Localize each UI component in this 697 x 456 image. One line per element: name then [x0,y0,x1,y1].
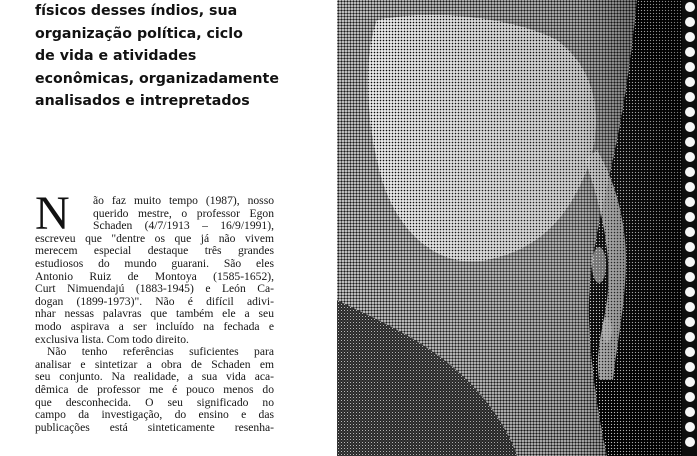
article-line: ão faz muito tempo (1987), nosso [93,194,274,207]
pull-quote-line: físicos desses índios, sua [35,3,238,19]
sprocket-hole [685,302,695,312]
sprocket-hole [685,107,695,117]
sprocket-hole [685,17,695,27]
sprocket-hole [685,437,695,447]
article-line: modo aspirava a ser incluído na fechada e [35,319,274,333]
article-line: dêmica de professor me é pouco menos do [35,382,274,396]
sprocket-hole [685,2,695,12]
article-line: Curt Nimuendajú (1883-1945) e León Ca- [35,282,274,296]
article-line: campo da investigação, do ensino e das [35,408,274,422]
article-line: Antonio Ruiz de Montoya (1585-1652), [35,269,274,283]
sprocket-hole [685,47,695,57]
pull-quote-line: econômicas, organizadamente [35,70,279,87]
sprocket-hole [685,137,695,147]
halftone-portrait-photo [337,0,686,456]
sprocket-hole [685,77,695,87]
sprocket-hole [685,242,695,252]
article-line: dogan (1899-1973)". Não é difícil adivi- [35,294,274,308]
sprocket-hole [685,92,695,102]
article-body [35,187,274,434]
sprocket-hole [685,377,695,387]
sprocket-hole [685,197,695,207]
sprocket-hole [685,347,695,357]
drop-cap: N [35,187,70,240]
pull-quote-line: organização política, ciclo [35,25,243,42]
article-line: escreveu que "dentre os que já não vivem [35,231,274,245]
sprocket-hole [685,152,695,162]
pull-quote-line: analisados e intrepretados [35,93,250,110]
article-line: Não tenho referências suficientes para [47,345,274,359]
article-line: nhar nessas palavras que também ele a seu [35,307,274,321]
article-line: Schaden (4/7/1913 – 16/9/1991), [93,219,274,233]
article-line: querido mestre, o professor Egon [93,206,274,220]
article-line: analisar e sintetizar a obra de Schaden em [35,357,274,371]
film-sprocket-strip [682,0,697,456]
sprocket-hole [685,122,695,132]
article-line: seu conjunto. Na realidade, a sua vida aca- [35,370,274,384]
sprocket-hole [685,287,695,297]
sprocket-hole [685,212,695,222]
pull-quote-line: de vida e atividades [35,48,197,65]
sprocket-hole [685,362,695,372]
sprocket-hole [685,317,695,327]
article-line: estudiosos do mundo guarani. São eles [35,256,274,270]
article-line: merecem especial destaque três grandes [35,244,274,258]
sprocket-hole [685,272,695,282]
pull-quote [35,0,315,113]
sprocket-hole [685,422,695,432]
article-line: exclusiva lista. Com todo direito. [35,332,189,346]
article-line: publicações está sinteticamente resenha- [35,420,274,434]
sprocket-hole [685,32,695,42]
sprocket-hole [685,167,695,177]
sprocket-hole [685,227,695,237]
sprocket-hole [685,392,695,402]
sprocket-hole [685,332,695,342]
article-line: que desconhecida. O seu significado no [35,395,274,409]
sprocket-hole [685,182,695,192]
sprocket-hole [685,62,695,72]
sprocket-hole [685,257,695,267]
sprocket-hole [685,407,695,417]
